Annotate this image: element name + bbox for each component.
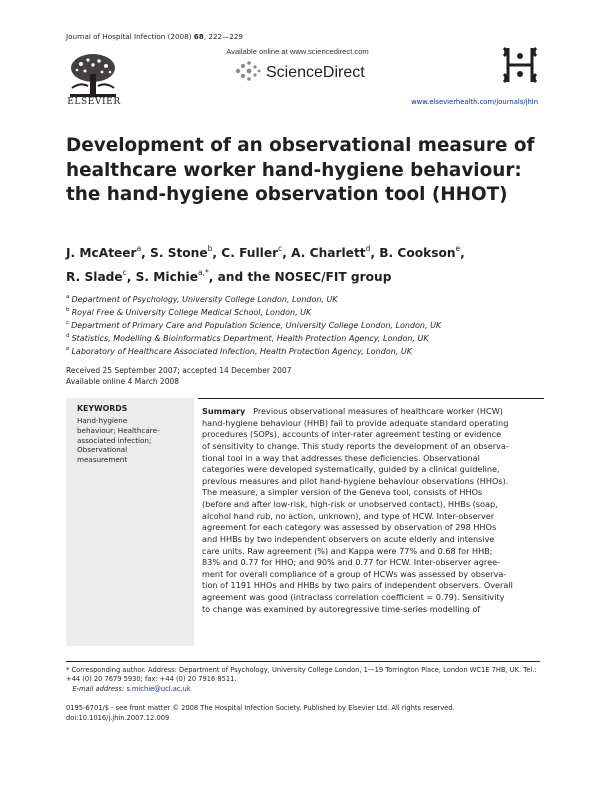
journal-hospital-infection-logo-icon [500, 44, 540, 86]
author-name: R. Slade [66, 270, 123, 284]
keyword-line: behaviour; Healthcare- [77, 425, 160, 435]
email-line [66, 685, 542, 694]
received-date: Received 25 September 2007; accepted 14 December 2007 [66, 366, 292, 375]
available-date: Available online 4 March 2008 [66, 376, 180, 386]
keywords-heading: KEYWORDS [77, 404, 128, 413]
author-affiliation-mark: c [278, 244, 283, 253]
journal-citation-prefix: Journal of Hospital Infection (2008) [66, 32, 194, 41]
journal-pages: , 222—229 [203, 32, 244, 41]
author-affiliation-mark: a [136, 244, 142, 253]
keyword-line: Observational [77, 445, 128, 455]
affiliation-item: $^d$ Statistics, Modelling & Bioinformatics Department, Health Protection Agency, London, UK [66, 333, 429, 343]
sciencedirect-wordmark: ScienceDirect [266, 64, 365, 81]
affiliation-item: $^e$ Laboratory of Healthcare Associated Infection, Health Protection Agency, London, UK [66, 346, 412, 356]
affiliation-item: $^a$ Department of Psychology, University College London, London, UK [66, 294, 338, 304]
affiliation-item: $^b$ Royal Free & University College Medical School, London, UK [66, 307, 312, 317]
author-name: S. Stone [150, 246, 208, 260]
keyword-line: Hand-hygiene [77, 416, 128, 425]
abstract-summary: Summary Previous observational measures of healthcare worker (HCW) hand-hygiene behaviour (HHB) fail to provide adequate standard operating procedures (SOPs), accounts of inter-rater agreement testing or evidence of sensitivity to change. This study reports the development of an observa- tional tool in a way that addresses these deficiencies. Observational categories were developed systematically, guided by a clinical guideline, previous measures and pilot hand-hygiene behaviour observations (HHOs). The measure, a simpler version of the Geneva tool, consists of HHOs (before and after low-risk, high-risk or unobserved contact), HHBs (soap, alcohol hand rub, no action, unknown), and type of HCW. Inter-observer agreement for each category was assessed by observation of 298 HHOs and HHBs by two independent observers on acute elderly and intensive care units. Raw agreement (%) and Kappa were 77% and 0.68 for HHB; 83% and 0.77 for HHO; and 90% and 0.77 for HCW. Inter-observer agree- ment for overall compliance of a group of HCWs was assessed by observa- tion of 1191 HHOs and HHBs by two pairs of independent observers. Overall agreement was good (intraclass correlation coefficient = 0.79). Sensitivity to change was examined by autoregressive time-series modelling of [202, 406, 513, 614]
author-affiliation-mark: e [455, 244, 461, 253]
email-label: E-mail address: [72, 684, 125, 693]
affiliation-list [66, 292, 536, 357]
author-name: S. Michie [135, 270, 198, 284]
author-name: A. Charlett [291, 246, 366, 260]
summary-label: Summary [202, 406, 246, 416]
author-list: J. McAteer$^a$, S. Stone$^b$, C. Fuller$^c$, A. Charlett$^d$, B. Cookson$^e$, R. Slade$^c$, S. Michie$^{a,*}$, and the NOSEC/FIT group [66, 244, 465, 284]
article-title: Development of an observational measure of healthcare worker hand-hygiene behaviour: the hand-hygiene observation tool (HHOT) [66, 135, 535, 205]
corresponding-author-footnote [66, 666, 542, 694]
sciencedirect-logo-icon [232, 58, 382, 84]
author-affiliation-mark: c [122, 268, 127, 277]
article-dates [66, 366, 291, 387]
author-name: B. Cookson [379, 246, 456, 260]
abstract-top-rule [198, 398, 544, 399]
journal-url-link[interactable]: www.elsevierhealth.com/journals/jhin [411, 98, 538, 106]
journal-citation [66, 32, 243, 41]
journal-volume: 68 [193, 32, 204, 41]
email-link[interactable]: s.michie@ucl.ac.uk [126, 684, 191, 693]
author-affiliation-mark: b [207, 244, 213, 253]
author-name: C. Fuller [221, 246, 279, 260]
footnote-rule [66, 661, 540, 662]
keywords-list [77, 416, 189, 465]
author-group: and the NOSEC/FIT group [217, 270, 392, 284]
doi-line: doi:10.1016/j.jhin.2007.12.009 [66, 713, 170, 722]
keyword-line: measurement [77, 455, 128, 465]
keyword-line: associated infection; [77, 435, 152, 445]
available-online-text: Available online at www.sciencedirect.com [226, 47, 369, 56]
copyright-line: 0195-6701/$ - see front matter © 2008 The Hospital Infection Society. Published by Elsevier Ltd. All rights reserved. [66, 704, 455, 712]
publisher-name: ELSEVIER [67, 97, 121, 107]
author-affiliation-mark: a,* [197, 268, 209, 277]
copyright-block [66, 704, 546, 723]
affiliation-item: $^c$ Department of Primary Care and Population Science, University College London, London, UK [66, 320, 442, 330]
author-affiliation-mark: d [365, 244, 371, 253]
corresponding-author-text: * Corresponding author. Address: Department of Psychology, University College London, 1—19 Torrington Place, London WC1E 7HB, UK. Tel.: +44 (0) 20 7679 5930; fax: +44 (0) 20 7916 8511. [66, 666, 537, 684]
author-name: J. McAteer [66, 246, 137, 260]
